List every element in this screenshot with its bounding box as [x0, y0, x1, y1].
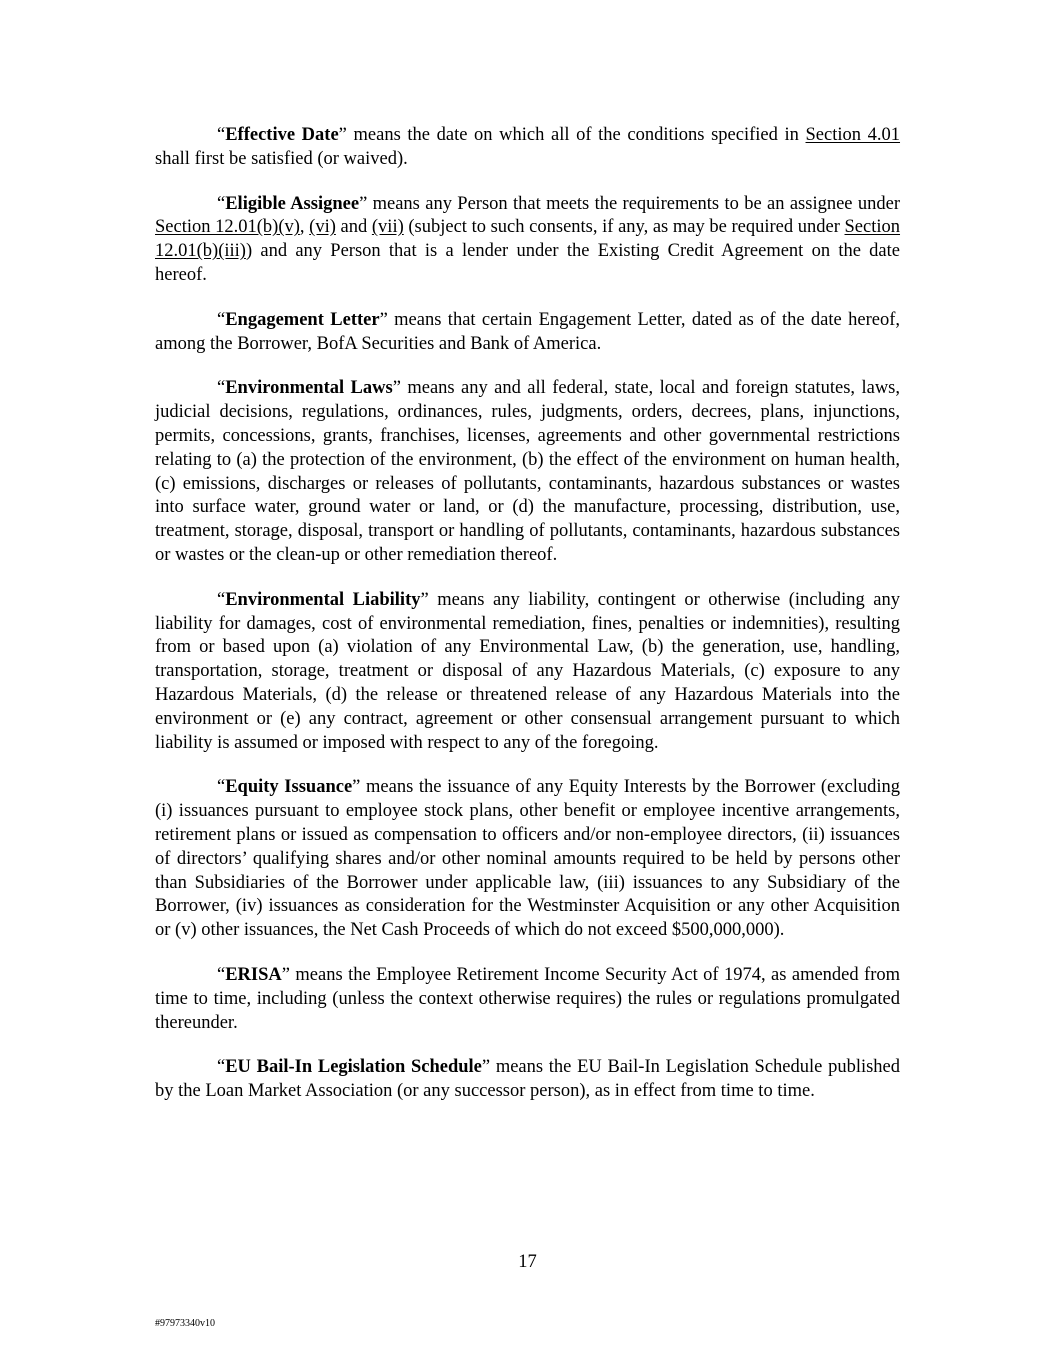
defined-term: Environmental Liability: [225, 589, 421, 610]
open-quote: “: [217, 589, 226, 610]
open-quote: “: [217, 309, 226, 330]
section-reference: Section 4.01: [805, 125, 901, 145]
defined-term: ERISA: [225, 964, 282, 985]
definition-text: ” means the date on which all of the conditions specified in: [338, 125, 806, 145]
definition-text: ” means the EU Bail-In Legislation Schedule published by the Loan Market Association (or any successor person), as in effect from time to time.: [155, 1057, 901, 1102]
section-reference: (vii): [371, 217, 404, 238]
definition-text: shall first be satisfied (or waived).: [155, 148, 408, 169]
defined-term: Eligible Assignee: [225, 193, 360, 214]
definition-engagement-letter: [155, 309, 900, 357]
definition-erisa: [155, 964, 900, 1035]
defined-term: Environmental Laws: [225, 378, 393, 399]
definition-environmental-laws: [155, 377, 900, 567]
definition-eu-bail-in-legislation-schedule: [155, 1056, 900, 1104]
defined-term: EU Bail-In Legislation Schedule: [225, 1057, 482, 1078]
definition-eligible-assignee: [155, 193, 900, 288]
document-id: #97973340v10: [155, 1318, 215, 1329]
definition-text: ) and any Person that is a lender under the Existing Credit Agreement on the date hereof.: [155, 241, 900, 285]
open-quote: “: [217, 964, 226, 985]
definition-environmental-liability: [155, 589, 900, 756]
open-quote: “: [217, 1057, 226, 1078]
open-quote: “: [217, 777, 226, 798]
definition-text: ” means any Person that meets the requirements to be an assignee under: [359, 193, 900, 214]
definition-equity-issuance: [155, 776, 900, 943]
section-reference: Section 12.01(b)(v): [155, 217, 300, 238]
definition-text: ” means any liability, contingent or otherwise (including any liability for damages, cost of environmental remediation, fines, penalties or indemnities), resulting from or based upon (a) violation of any Environmental Law, (b) the generation, use, handling, transportation, storage, treatment or disposal of any Hazardous Materials, (c) exposure to any Hazardous Materials, (d) the release or threatened release of any Hazardous Materials into the environment or (e) any contract, agreement or other consensual arrangement pursuant to which liability is assumed or imposed with respect to any of the foregoing.: [155, 589, 900, 753]
open-quote: “: [217, 378, 226, 399]
page-number: 17: [518, 1252, 537, 1272]
definition-text: ” means the Employee Retirement Income Security Act of 1974, as amended from time to time, including (unless the context otherwise requires) the rules or regulations promulgated thereunder.: [155, 964, 900, 1033]
document-body: [155, 124, 900, 1125]
open-quote: “: [217, 125, 226, 145]
open-quote: “: [217, 193, 226, 214]
definition-text: and: [335, 217, 372, 238]
definition-text: (subject to such consents, if any, as may be required under: [403, 217, 845, 238]
defined-term: Engagement Letter: [225, 309, 380, 330]
defined-term: Effective Date: [225, 125, 339, 145]
definition-text: ” means the issuance of any Equity Interests by the Borrower (excluding (i) issuances pursuant to employee stock plans, other benefit or employee incentive arrangements, retirement plans or issued as compensation to officers and/or non-employee directors, (ii) issuances of directors’ qualifying shares and/or other nominal amounts required to be held by persons other than Subsidiaries of the Borrower under applicable law, (iii) issuances to any Subsidiary of the Borrower, (iv) issuances as consideration for the Westminster Acquisition or any other Acquisition or (v) other issuances, the Net Cash Proceeds of which do not exceed $500,000,000).: [155, 777, 900, 941]
definition-text: ” means any and all federal, state, local and foreign statutes, laws, judicial decisions, regulations, ordinances, rules, judgments, orders, decrees, plans, injunctions, permits, concessions, grants, franchises, licenses, agreements and other governmental restrictions relating to (a) the protection of the environment, (b) the effect of the environment on human health, (c) emissions, discharges or releases of pollutants, contaminants, hazardous substances or wastes into surface water, ground water or land, or (d) the manufacture, processing, distribution, use, treatment, storage, disposal, transport or handling of pollutants, contaminants, hazardous substances or wastes or the clean-up or other remediation thereof.: [155, 378, 901, 565]
defined-term: Equity Issuance: [225, 777, 353, 798]
definition-text: ,: [299, 217, 310, 238]
section-reference: Section 12.01(b)(iii): [155, 217, 901, 262]
section-reference: (vi): [309, 217, 336, 238]
definition-text: ” means that certain Engagement Letter, dated as of the date hereof, among the Borrower, BofA Securities and Bank of America.: [155, 309, 900, 354]
definition-effective-date: [155, 124, 900, 172]
